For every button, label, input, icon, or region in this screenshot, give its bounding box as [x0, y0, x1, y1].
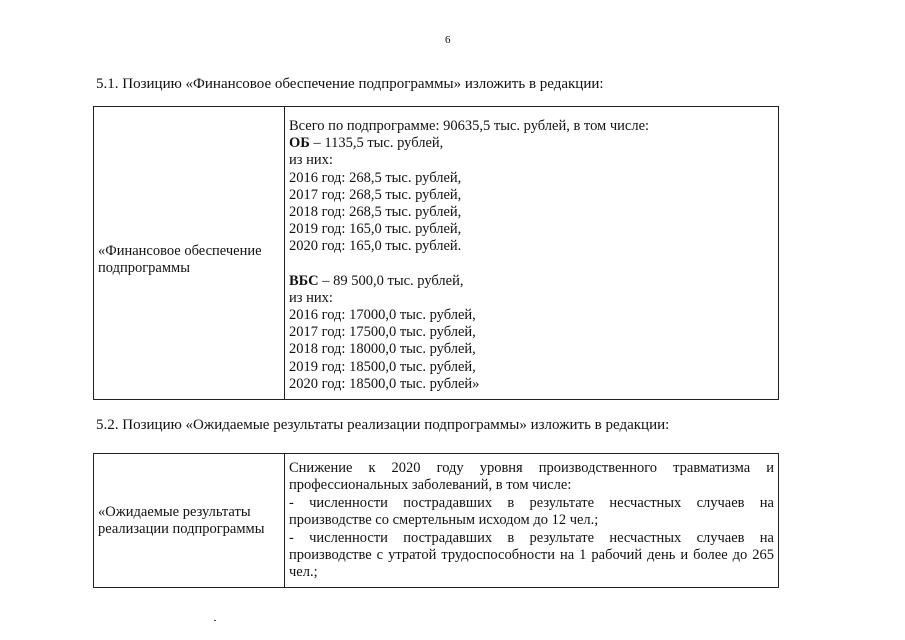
results-table — [93, 453, 779, 588]
scan-mark — [214, 620, 216, 621]
vbs-amount: – 89 500,0 тыс. рублей, — [318, 272, 464, 289]
results-content-cell — [285, 454, 779, 588]
total-line: Всего по подпрограмме: 90635,5 тыс. рублей, в том числе: — [289, 118, 650, 134]
vbs-year-line: 2017 год: 17500,0 тыс. рублей, — [289, 324, 476, 341]
ob-line — [285, 135, 778, 152]
ob-year-line: 2019 год: 165,0 тыс. рублей, — [289, 221, 462, 238]
ob-sub-label: из них: — [289, 152, 333, 169]
vbs-year-line: 2018 год: 18000,0 тыс. рублей, — [289, 341, 476, 358]
financing-label: «Финансовое обеспечение подпрограммы — [98, 243, 262, 276]
financing-content-cell — [285, 107, 779, 400]
results-paragraph: - численности пострадавших в результате несчастных случаев на производстве с утратой трудоспособности на 1 рабочий день и более до 265 чел.; — [289, 529, 774, 581]
ob-year-line: 2017 год: 268,5 тыс. рублей, — [289, 186, 462, 203]
vbs-sub-label: из них: — [289, 289, 333, 306]
financing-label-cell — [94, 107, 285, 400]
results-paragraph: - численности пострадавших в результате несчастных случаев на производстве со смертельным исходом до 12 чел.; — [289, 494, 774, 529]
section-5-1-heading: 5.1. Позицию «Финансовое обеспечение подпрограммы» изложить в редакции: — [96, 76, 604, 92]
vbs-year-line: 2019 год: 18500,0 тыс. рублей, — [289, 358, 476, 375]
vbs-year-line: 2020 год: 18500,0 тыс. рублей» — [289, 375, 480, 392]
ob-year-line: 2016 год: 268,5 тыс. рублей, — [289, 169, 462, 186]
ob-year-line: 2020 год: 165,0 тыс. рублей. — [289, 238, 462, 255]
section-5-2-heading: 5.2. Позицию «Ожидаемые результаты реализации подпрограммы» изложить в редакции: — [96, 417, 670, 433]
vbs-abbr: ВБС — [289, 272, 319, 289]
ob-amount: – 1135,5 тыс. рублей, — [309, 135, 444, 152]
page-number: 6 — [445, 34, 451, 46]
spacer — [285, 256, 778, 273]
vbs-line — [285, 273, 778, 290]
financing-table — [93, 106, 779, 400]
ob-year-line: 2018 год: 268,5 тыс. рублей, — [289, 204, 462, 221]
ob-abbr: ОБ — [289, 135, 310, 152]
results-label-cell — [94, 454, 285, 588]
results-label: «Ожидаемые результаты реализации подпрограммы — [98, 503, 265, 537]
results-paragraph: Снижение к 2020 году уровня производственного травматизма и профессиональных заболеваний, в том числе: — [289, 460, 774, 494]
vbs-year-line: 2016 год: 17000,0 тыс. рублей, — [289, 307, 476, 324]
